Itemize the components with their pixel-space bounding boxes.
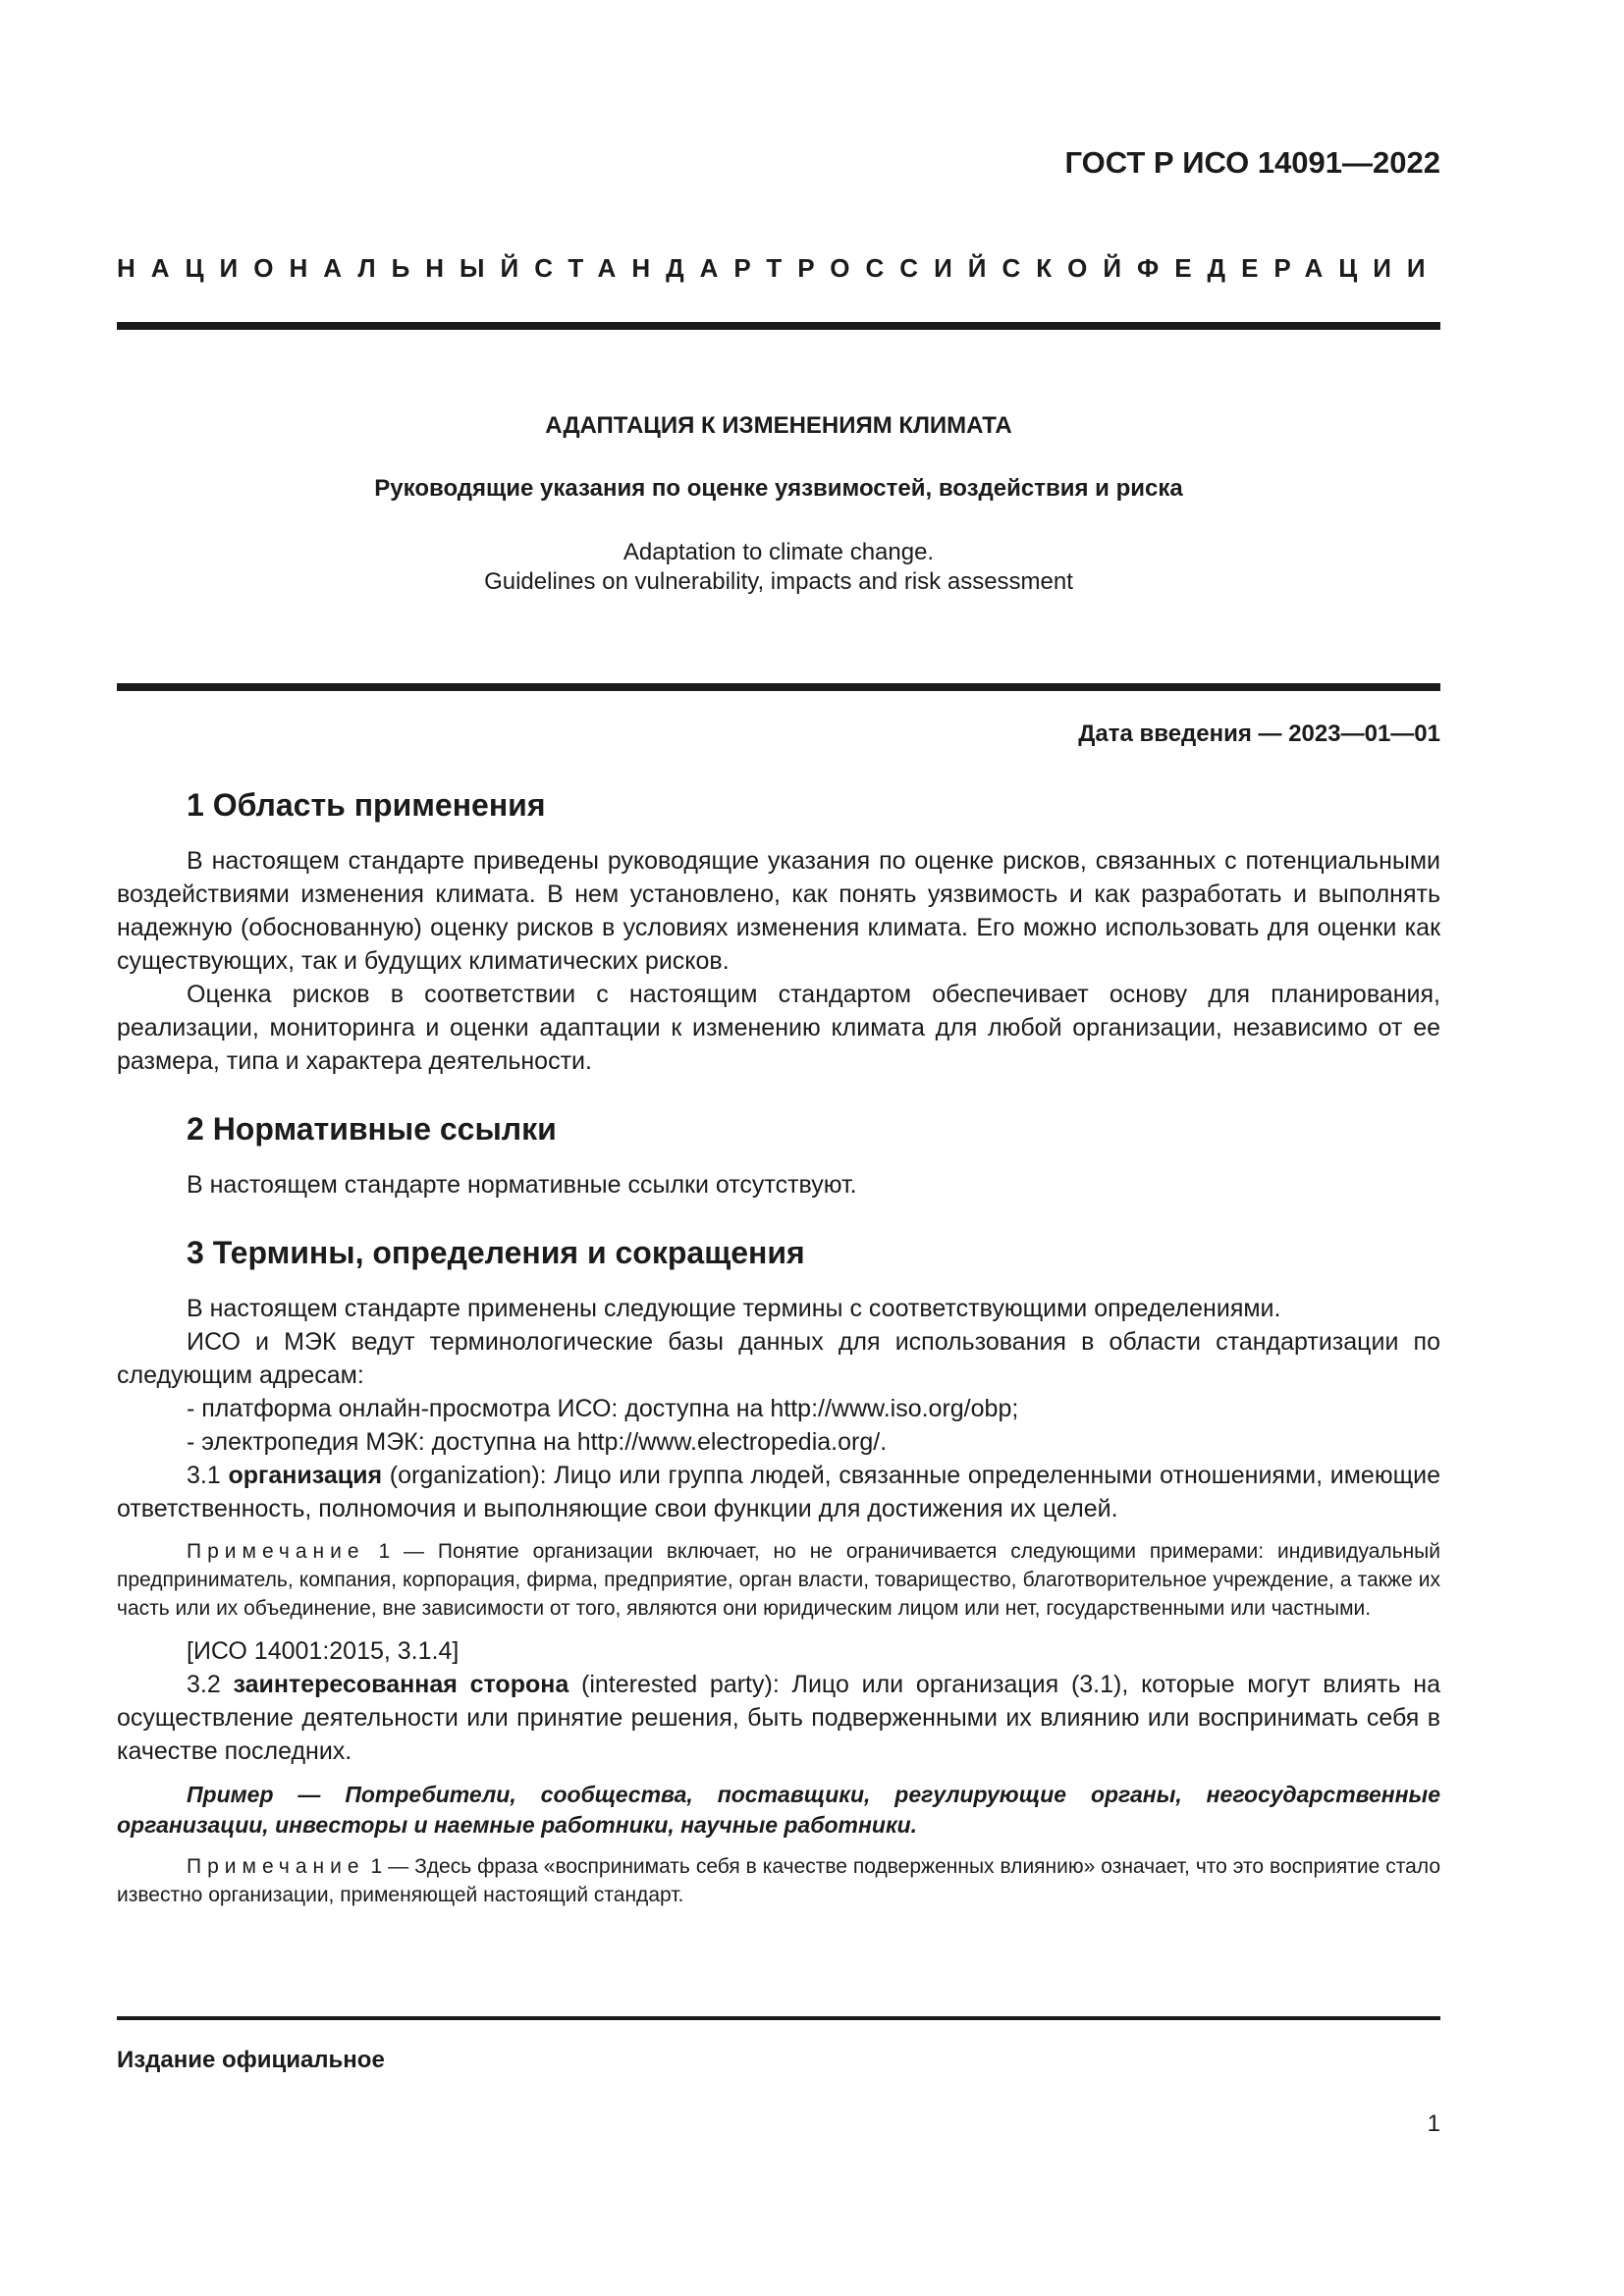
section-heading: 3 Термины, определения и сокращения bbox=[187, 1235, 805, 1270]
page-number: 1 bbox=[1427, 2110, 1440, 2137]
example: Пример — Потребители, сообщества, поставщики, регулирующие органы, негосударственные организации, инвесторы и наемные работники, научные работники. bbox=[117, 1782, 1440, 1838]
note-label: Примечание bbox=[187, 1540, 365, 1563]
english-title-line: Adaptation to climate change. bbox=[623, 539, 935, 565]
term-text: (interested party): Лицо или организация (3.1), которые могут влиять на осуществление деятельности или принятие решения, быть подверженными их влиянию или воспринимать себя в качестве последних. bbox=[117, 1671, 1440, 1765]
note-text: 1 — Здесь фраза «воспринимать себя в качестве подверженных влиянию» означает, что это восприятие стало известно организации, применяющей настоящий стандарт. bbox=[117, 1855, 1440, 1906]
official-edition-label: Издание официальное bbox=[117, 2047, 385, 2073]
paragraph: Оценка рисков в соответствии с настоящим стандартом обеспечивает основу для планирования, реализации, мониторинга и оценки адаптации к изменению климата для любой организации, независимо от ее размера, типа и характера деятельности. bbox=[117, 981, 1440, 1075]
list-item: - платформа онлайн-просмотра ИСО: доступна на http://www.iso.org/obp; bbox=[187, 1395, 1019, 1422]
document-title: АДАПТАЦИЯ К ИЗМЕНЕНИЯМ КЛИМАТА bbox=[545, 412, 1012, 439]
national-standard-banner bbox=[117, 253, 1440, 284]
section-heading: 2 Нормативные ссылки bbox=[187, 1111, 557, 1147]
term-name: организация bbox=[228, 1462, 383, 1489]
paragraph: В настоящем стандарте применены следующие термины с соответствующими определениями. bbox=[187, 1295, 1281, 1322]
english-title bbox=[117, 538, 1440, 597]
paragraph: В настоящем стандарте приведены руководящие указания по оценке рисков, связанных с потенциальными воздействиями изменения климата. В нем установлено, как понять уязвимость и как разработать и выполнять надежную (обоснованную) оценку рисков в условиях изменения климата. Его можно использовать для оценки как существующих, так и будущих климатических рисков. bbox=[117, 847, 1440, 975]
document-body bbox=[117, 785, 1440, 1909]
term-name: заинтересованная сторона bbox=[233, 1671, 569, 1698]
banner-word: РОССИЙСКОЙ bbox=[797, 253, 1138, 283]
header-rule bbox=[117, 322, 1440, 330]
term-definition bbox=[117, 1459, 1440, 1525]
introduction-date: Дата введения — 2023—01—01 bbox=[1078, 721, 1440, 747]
term-number: 3.2 bbox=[187, 1671, 234, 1698]
section-heading: 1 Область применения bbox=[187, 787, 546, 823]
standard-code: ГОСТ Р ИСО 14091—2022 bbox=[1064, 145, 1440, 180]
banner-word: СТАНДАРТ bbox=[534, 253, 798, 283]
note-label: Примечание bbox=[187, 1855, 365, 1878]
footer-rule bbox=[117, 2016, 1440, 2020]
list-item: - электропедия МЭК: доступна на http://www.electropedia.org/. bbox=[187, 1428, 888, 1456]
title-rule bbox=[117, 683, 1440, 691]
paragraph: В настоящем стандарте нормативные ссылки отсутствуют. bbox=[187, 1171, 857, 1199]
banner-word: ФЕДЕРАЦИИ bbox=[1137, 253, 1441, 283]
document-subtitle: Руководящие указания по оценке уязвимостей, воздействия и риска bbox=[374, 475, 1183, 502]
paragraph: ИСО и МЭК ведут терминологические базы данных для использования в области стандартизации по следующим адресам: bbox=[117, 1328, 1440, 1389]
term-text: (organization): Лицо или группа людей, связанные определенными отношениями, имеющие ответственность, полномочия и выполняющие свои функции для достижения их целей. bbox=[117, 1462, 1441, 1522]
banner-word: НАЦИОНАЛЬНЫЙ bbox=[117, 253, 535, 283]
reference: [ИСО 14001:2015, 3.1.4] bbox=[187, 1637, 460, 1665]
note bbox=[117, 1537, 1440, 1623]
term-definition bbox=[117, 1668, 1440, 1768]
note-text: 1 — Понятие организации включает, но не ограничивается следующими примерами: индивидуальный предприниматель, компания, корпорация, фирма, предприятие, орган власти, товарищество, благотворительное учреждение, а также их часть или их объединение, вне зависимости от того, являются они юридическим лицом или нет, государственными или частными. bbox=[117, 1540, 1440, 1620]
note bbox=[117, 1852, 1440, 1909]
term-number: 3.1 bbox=[187, 1462, 229, 1489]
english-title-line: Guidelines on vulnerability, impacts and risk assessment bbox=[484, 568, 1073, 595]
